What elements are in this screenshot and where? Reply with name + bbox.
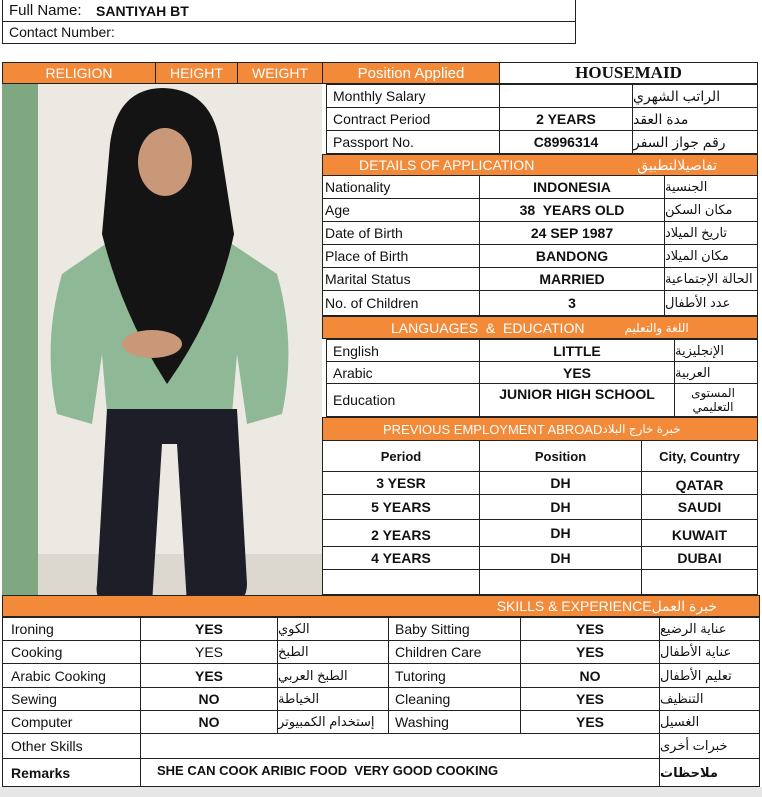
emp-period-1: 3 YESR bbox=[322, 471, 480, 495]
skill-cooking-ar: الطبخ bbox=[277, 640, 389, 664]
skill-baby-sitting-value: YES bbox=[520, 617, 660, 641]
emp-period-5 bbox=[322, 569, 480, 595]
skills-title: SKILLS & EXPERIENCE bbox=[496, 598, 652, 614]
emp-position-4: DH bbox=[479, 546, 642, 570]
skills-title-ar: خبرة العمل bbox=[651, 597, 717, 614]
passport-ar: رقم جواز السفر bbox=[632, 130, 758, 154]
languages-title: LANGUAGES & EDUCATION bbox=[391, 319, 585, 336]
details-title-ar: تفاصيلالتطبيق bbox=[637, 156, 717, 173]
position-value: HOUSEMAID bbox=[499, 62, 758, 84]
passport-label: Passport No. bbox=[326, 130, 500, 154]
skill-arabic-cooking-ar: الطبخ العربي bbox=[277, 663, 389, 688]
city-header: City, Country bbox=[641, 440, 758, 472]
religion-header: RELIGION bbox=[2, 62, 156, 84]
emp-period-3: 2 YEARS bbox=[322, 519, 480, 547]
education-value: JUNIOR HIGH SCHOOL bbox=[479, 383, 675, 417]
monthly-salary-value bbox=[499, 84, 633, 108]
emp-position-2: DH bbox=[479, 494, 642, 520]
skill-tutoring-ar: تعليم الأطفال bbox=[659, 663, 760, 688]
education-ar: المستوى التعليمي bbox=[674, 383, 758, 417]
skill-sewing-ar: الخياطة bbox=[277, 687, 389, 711]
age-value: 38 YEARS OLD bbox=[479, 198, 665, 222]
skill-tutoring-value: NO bbox=[520, 663, 660, 688]
dob-value: 24 SEP 1987 bbox=[479, 221, 665, 245]
details-header bbox=[322, 154, 758, 176]
full-name-label: Full Name: bbox=[9, 2, 82, 19]
position-header: Position bbox=[479, 440, 642, 472]
skill-baby-sitting-ar: عناية الرضيع bbox=[659, 617, 760, 641]
remarks-label: Remarks bbox=[2, 758, 141, 787]
contract-period-ar: مدة العقد bbox=[632, 107, 758, 131]
emp-position-1: DH bbox=[479, 471, 642, 495]
arabic-label: Arabic bbox=[326, 361, 480, 384]
pob-label: Place of Birth bbox=[322, 244, 480, 268]
skill-ironing-ar: الكوي bbox=[277, 617, 389, 641]
emp-city-1: QATAR bbox=[641, 471, 758, 495]
skill-cooking-value: YES bbox=[140, 640, 278, 664]
english-ar: الإنجليزية bbox=[674, 339, 758, 362]
skill-arabic-cooking-value: YES bbox=[140, 663, 278, 688]
languages-header bbox=[322, 316, 758, 339]
nationality-value: INDONESIA bbox=[479, 175, 665, 199]
skill-sewing-value: NO bbox=[140, 687, 278, 711]
marital-value: MARRIED bbox=[479, 267, 665, 291]
employment-header bbox=[322, 417, 758, 441]
emp-position-5 bbox=[479, 569, 642, 595]
dob-label: Date of Birth bbox=[322, 221, 480, 245]
children-value: 3 bbox=[479, 290, 665, 316]
bottom-strip bbox=[0, 787, 762, 797]
skill-washing-value: YES bbox=[520, 710, 660, 734]
skill-arabic-cooking-label: Arabic Cooking bbox=[2, 663, 141, 688]
emp-position-3: DH bbox=[479, 519, 642, 547]
monthly-salary-label: Monthly Salary bbox=[326, 84, 500, 108]
skill-children-care-value: YES bbox=[520, 640, 660, 664]
other-skills-label: Other Skills bbox=[2, 733, 141, 759]
emp-city-5 bbox=[641, 569, 758, 595]
contract-period-value: 2 YEARS bbox=[499, 107, 633, 131]
full-name-value: SANTIYAH BT bbox=[96, 3, 189, 19]
emp-period-2: 5 YEARS bbox=[322, 494, 480, 520]
emp-city-2: SAUDI bbox=[641, 494, 758, 520]
skill-tutoring-label: Tutoring bbox=[388, 663, 521, 688]
nationality-ar: الجنسية bbox=[664, 175, 758, 199]
skill-washing-ar: الغسيل bbox=[659, 710, 760, 734]
employment-title: PREVIOUS EMPLOYMENT ABROAD bbox=[383, 421, 603, 437]
skill-sewing-label: Sewing bbox=[2, 687, 141, 711]
marital-label: Marital Status bbox=[322, 267, 480, 291]
skill-cleaning-value: YES bbox=[520, 687, 660, 711]
period-header: Period bbox=[322, 440, 480, 472]
position-applied-header: Position Applied bbox=[322, 62, 500, 84]
age-label: Age bbox=[322, 198, 480, 222]
skills-header bbox=[2, 595, 760, 617]
skill-children-care-label: Children Care bbox=[388, 640, 521, 664]
arabic-ar: العربية bbox=[674, 361, 758, 384]
emp-period-4: 4 YEARS bbox=[322, 546, 480, 570]
skill-ironing-label: Ironing bbox=[2, 617, 141, 641]
emp-city-4: DUBAI bbox=[641, 546, 758, 570]
dob-ar: تاريخ الميلاد bbox=[664, 221, 758, 245]
monthly-salary-ar: الراتب الشهري bbox=[632, 84, 758, 108]
header-divider bbox=[2, 21, 576, 22]
nationality-label: Nationality bbox=[322, 175, 480, 199]
children-ar: عدد الأطفال bbox=[664, 290, 758, 316]
arabic-value: YES bbox=[479, 361, 675, 384]
skill-ironing-value: YES bbox=[140, 617, 278, 641]
pob-value: BANDONG bbox=[479, 244, 665, 268]
weight-header: WEIGHT bbox=[237, 62, 323, 84]
age-ar: مكان السكن bbox=[664, 198, 758, 222]
skill-computer-value: NO bbox=[140, 710, 278, 734]
other-skills-value bbox=[140, 733, 660, 759]
remarks-ar: ملاحظات bbox=[659, 758, 760, 787]
english-label: English bbox=[326, 339, 480, 362]
skill-cleaning-label: Cleaning bbox=[388, 687, 521, 711]
marital-ar: الحالة الإجتماعية bbox=[664, 267, 758, 291]
pob-ar: مكان الميلاد bbox=[664, 244, 758, 268]
remarks-value: SHE CAN COOK ARIBIC FOOD VERY GOOD COOKING bbox=[140, 758, 660, 787]
other-skills-ar: خبرات أخرى bbox=[659, 733, 760, 759]
skill-computer-ar: إستخدام الكمبيوتر bbox=[277, 710, 389, 734]
education-label: Education bbox=[326, 383, 480, 417]
contact-label: Contact Number: bbox=[9, 24, 115, 40]
english-value: LITTLE bbox=[479, 339, 675, 362]
skill-computer-label: Computer bbox=[2, 710, 141, 734]
languages-title-ar: اللغة والتعليم bbox=[624, 320, 689, 335]
skill-washing-label: Washing bbox=[388, 710, 521, 734]
skill-cleaning-ar: التنظيف bbox=[659, 687, 760, 711]
skill-cooking-label: Cooking bbox=[2, 640, 141, 664]
skill-children-care-ar: عناية الأطفال bbox=[659, 640, 760, 664]
employment-title-ar: خبرة خارج البلاد bbox=[602, 422, 681, 436]
passport-value: C8996314 bbox=[499, 130, 633, 154]
children-label: No. of Children bbox=[322, 290, 480, 316]
applicant-photo bbox=[2, 84, 322, 610]
skill-baby-sitting-label: Baby Sitting bbox=[388, 617, 521, 641]
details-title: DETAILS OF APPLICATION bbox=[359, 157, 535, 173]
contract-period-label: Contract Period bbox=[326, 107, 500, 131]
height-header: HEIGHT bbox=[155, 62, 238, 84]
emp-city-3: KUWAIT bbox=[641, 519, 758, 547]
